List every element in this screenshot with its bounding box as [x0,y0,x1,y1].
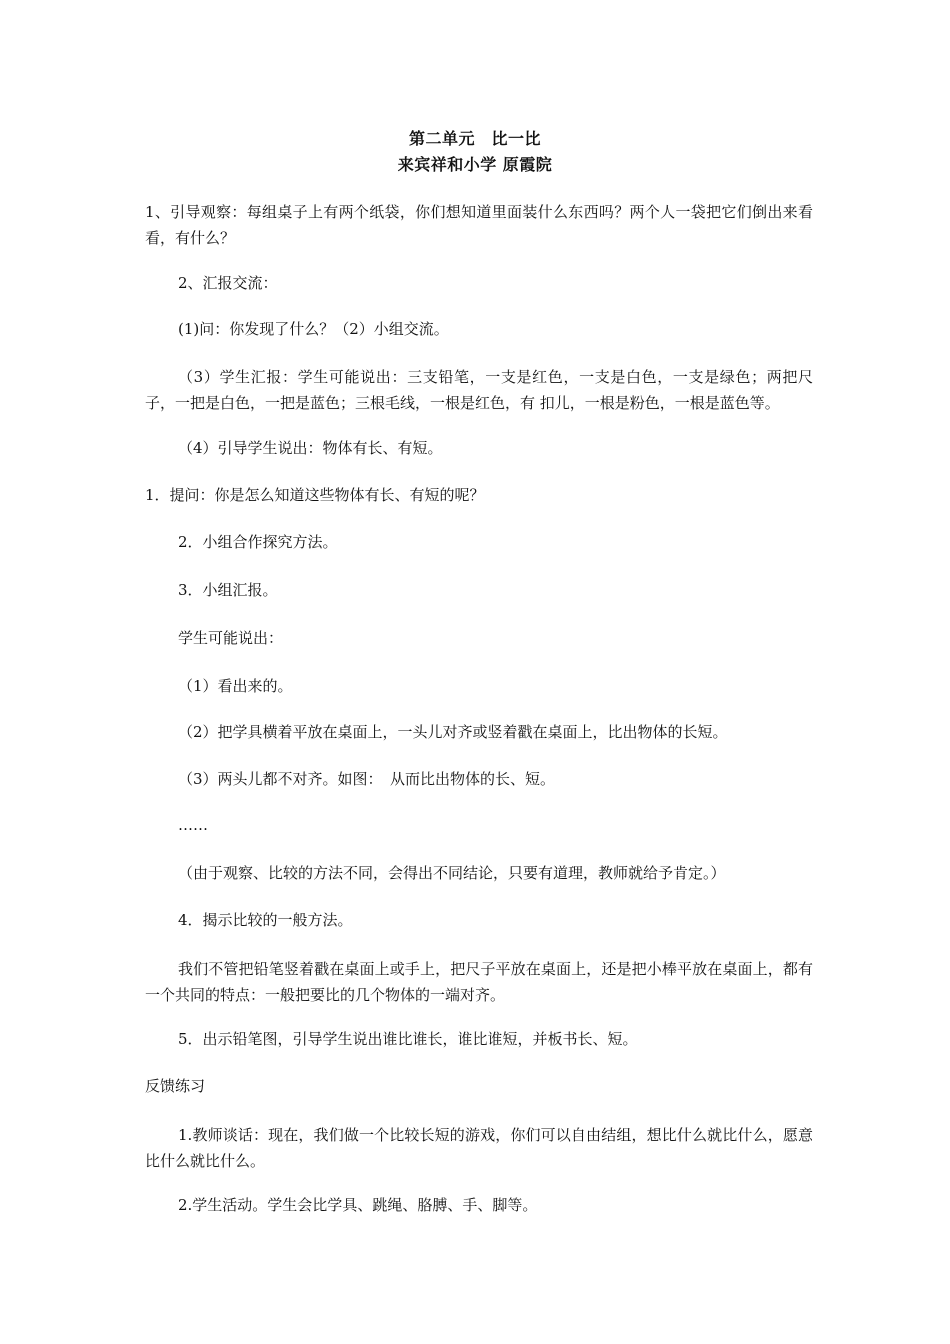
document-title: 第二单元 比一比 [408,129,541,148]
paragraph-13: …… [178,816,208,834]
paragraph-1: 1、引导观察：每组桌子上有两个纸袋，你们想知道里面装什么东西吗？两个人一袋把它们倒出来看看，有什么？ [145,203,813,247]
paragraph-2: 2、汇报交流： [178,274,278,292]
paragraph-6: 1．提问：你是怎么知道这些物体有长、有短的呢？ [145,486,485,504]
paragraph-8: 3．小组汇报。 [178,581,278,599]
paragraph-16: 我们不管把铅笔竖着戳在桌面上或手上，把尺子平放在桌面上，还是把小棒平放在桌面上，都有一个共同的特点：一般把要比的几个物体的一端对齐。 [145,960,813,1004]
author-line: 来宾祥和小学 原霞院 [397,155,553,174]
paragraph-11: （2）把学具横着平放在桌面上，一头儿对齐或竖着戳在桌面上，比出物体的长短。 [178,723,728,741]
paragraph-17: 5．出示铅笔图，引导学生说出谁比谁长，谁比谁短，并板书长、短。 [178,1030,638,1048]
paragraph-7: 2．小组合作探究方法。 [178,533,338,551]
paragraph-18: 反馈练习 [145,1077,206,1095]
paragraph-19: 1.教师谈话：现在，我们做一个比较长短的游戏，你们可以自由结组，想比什么就比什么，愿意比什么就比什么。 [145,1126,813,1170]
paragraph-14: （由于观察、比较的方法不同，会得出不同结论，只要有道理，教师就给予肯定。） [178,864,726,882]
paragraph-12: （3）两头儿都不对齐。如图： 从而比出物体的长、短。 [178,770,556,788]
paragraph-4: （3）学生汇报：学生可能说出：三支铅笔，一支是红色，一支是白色，一支是绿色；两把尺子，一把是白色，一把是蓝色；三根毛线，一根是红色，有 扣儿，一根是粉色，一根是蓝色等。 [145,368,813,412]
paragraph-3: (1)问：你发现了什么？（2）小组交流。 [178,320,449,338]
paragraph-9: 学生可能说出： [178,629,284,647]
paragraph-15: 4．揭示比较的一般方法。 [178,911,353,929]
paragraph-20: 2.学生活动。学生会比学具、跳绳、胳膊、手、脚等。 [178,1196,538,1214]
paragraph-5: （4）引导学生说出：物体有长、有短。 [178,439,443,457]
paragraph-10: （1）看出来的。 [178,677,293,695]
